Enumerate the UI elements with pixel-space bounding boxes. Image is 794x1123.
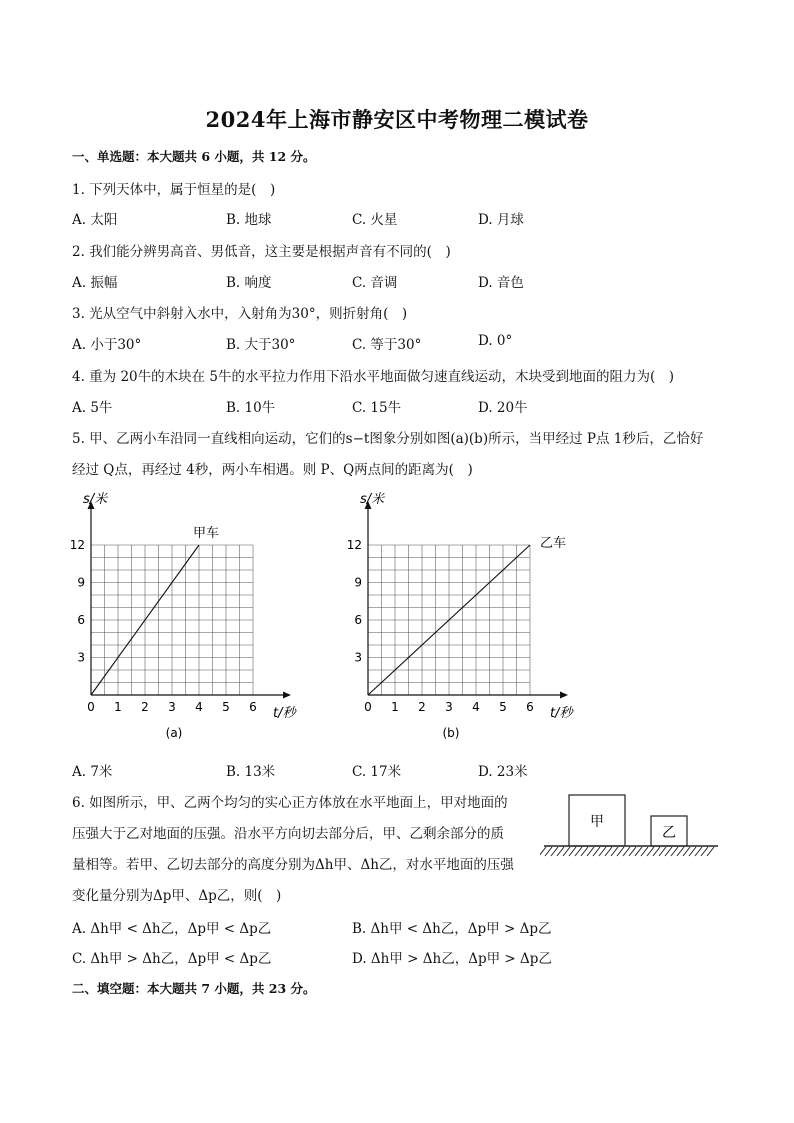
x-tick-label: 0 [87,700,95,714]
x-tick-label: 4 [472,700,480,714]
hatch-line [641,847,648,856]
question-2-option-d[interactable]: D. 音色 [478,275,524,291]
block-jia-label: 甲 [590,814,604,830]
x-tick-label: 5 [499,700,507,714]
x-tick-label: 4 [195,700,203,714]
question-5-option-c[interactable]: C. 17米 [352,764,402,780]
y-axis-label: s/米 [83,492,108,507]
x-tick-label: 1 [114,700,122,714]
x-axis-label: t/秒 [550,706,573,721]
block-yi-label: 乙 [662,825,676,841]
question-2-option-c[interactable]: C. 音调 [352,275,398,291]
section-heading-single-choice: 一、单选题：本大题共 6 小题，共 12 分。 [72,149,316,164]
x-tick-label: 5 [222,700,230,714]
x-tick-label: 6 [526,700,534,714]
hatch-line [695,847,702,856]
y-axis-label: s/米 [360,492,385,507]
y-tick-label: 12 [346,538,362,552]
question-3-option-c[interactable]: C. 等于30° [352,337,422,353]
question-1-option-c[interactable]: C. 火星 [352,212,398,228]
question-5-stem-line-1: 5. 甲、乙两小车沿同一直线相向运动，它们的s−t图象分别如图(a)(b)所示，当甲经过 P点 1秒后，乙恰好 [72,431,704,447]
hatch-line [599,847,606,856]
chart-b [347,492,576,740]
question-4-option-a[interactable]: A. 5牛 [72,400,113,416]
series-label: 乙车 [540,536,567,551]
blocks-figure [540,790,725,860]
hatch-line [545,847,552,856]
x-tick-label: 3 [445,700,453,714]
question-6-stem-line-3: 量相等。若甲、乙切去部分的高度分别为Δh甲、Δh乙，对水平地面的压强 [72,857,514,873]
section-heading-fill-in: 二、填空题：本大题共 7 小题，共 23 分。 [72,981,316,996]
hatch-line [647,847,654,856]
hatch-line [581,847,588,856]
question-5-stem-line-2: 经过 Q点，再经过 4秒，两小车相遇。则 P、Q两点间的距离为( ) [72,462,473,478]
hatch-line [551,847,558,856]
hatch-line [707,847,714,856]
question-4-option-d[interactable]: D. 20牛 [478,400,528,416]
chart-caption: (a) [165,726,183,740]
hatch-line [671,847,678,856]
series-label: 甲车 [193,526,220,541]
question-6-option-c[interactable]: C. Δh甲 > Δh乙，Δp甲 < Δp乙 [72,951,272,967]
hatch-line [569,847,576,856]
question-3-option-b[interactable]: B. 大于30° [226,337,296,353]
question-1-option-d[interactable]: D. 月球 [478,212,524,228]
st-graphs-figure [50,485,610,750]
question-4-option-b[interactable]: B. 10牛 [226,400,276,416]
hatch-line [605,847,612,856]
y-tick-label: 9 [77,575,85,590]
hatch-line [563,847,570,856]
x-tick-label: 0 [364,700,372,714]
question-4-stem: 4. 重为 20牛的木块在 5牛的水平拉力作用下沿水平地面做匀速直线运动，木块受到地面的阻力为( ) [72,369,675,385]
hatch-line [701,847,708,856]
hatch-line [689,847,696,856]
question-6-option-a[interactable]: A. Δh甲 < Δh乙，Δp甲 < Δp乙 [72,921,272,937]
question-6-option-b[interactable]: B. Δh甲 < Δh乙，Δp甲 > Δp乙 [352,921,552,937]
x-axis-label: t/秒 [273,706,296,721]
hatch-line [611,847,618,856]
question-3-option-d[interactable]: D. 0° [478,333,513,349]
question-5-option-b[interactable]: B. 13米 [226,764,276,780]
hatch-line [557,847,564,856]
x-tick-label: 3 [168,700,176,714]
y-tick-label: 3 [354,650,362,665]
y-tick-label: 12 [69,538,85,552]
x-tick-label: 6 [249,700,257,714]
hatch-line [629,847,636,856]
hatch-line [623,847,630,856]
question-2-stem: 2. 我们能分辨男高音、男低音，这主要是根据声音有不同的( ) [72,244,451,260]
hatch-line [683,847,690,856]
y-tick-label: 9 [354,575,362,590]
x-tick-label: 2 [418,700,426,714]
hatch-line [540,847,546,856]
question-3-stem: 3. 光从空气中斜射入水中，入射角为30°，则折射角( ) [72,306,408,322]
x-axis-arrow [560,692,568,699]
question-1-stem: 1. 下列天体中，属于恒星的是( ) [72,182,276,198]
question-2-option-b[interactable]: B. 响度 [226,275,272,291]
question-6-option-d[interactable]: D. Δh甲 > Δh乙，Δp甲 > Δp乙 [352,951,552,967]
hatch-line [659,847,666,856]
question-6-stem-line-1: 6. 如图所示，甲、乙两个均匀的实心正方体放在水平地面上，甲对地面的 [72,795,508,811]
chart-a [70,492,299,740]
question-3-option-a[interactable]: A. 小于30° [72,337,142,353]
question-5-option-d[interactable]: D. 23米 [478,764,528,780]
y-tick-label: 6 [354,613,362,627]
hatch-line [635,847,642,856]
question-6-stem-line-2: 压强大于乙对地面的压强。沿水平方向切去部分后，甲、乙剩余部分的质 [72,826,504,842]
question-5-option-a[interactable]: A. 7米 [72,764,113,780]
hatch-line [617,847,624,856]
page-title: 2024年上海市静安区中考物理二模试卷 [205,107,589,132]
question-1-option-a[interactable]: A. 太阳 [72,212,118,228]
question-6-stem-line-4: 变化量分别为Δp甲、Δp乙，则( ) [72,888,282,904]
question-4-option-c[interactable]: C. 15牛 [352,400,402,416]
ground-hatching [540,847,714,856]
y-tick-label: 3 [77,650,85,665]
y-tick-label: 6 [77,613,85,627]
x-tick-label: 2 [141,700,149,714]
x-tick-label: 1 [391,700,399,714]
hatch-line [593,847,600,856]
hatch-line [677,847,684,856]
question-2-option-a[interactable]: A. 振幅 [72,275,118,291]
x-axis-arrow [283,692,291,699]
hatch-line [653,847,660,856]
question-1-option-b[interactable]: B. 地球 [226,212,272,228]
hatch-line [575,847,582,856]
hatch-line [587,847,594,856]
chart-caption: (b) [442,726,460,740]
hatch-line [665,847,672,856]
